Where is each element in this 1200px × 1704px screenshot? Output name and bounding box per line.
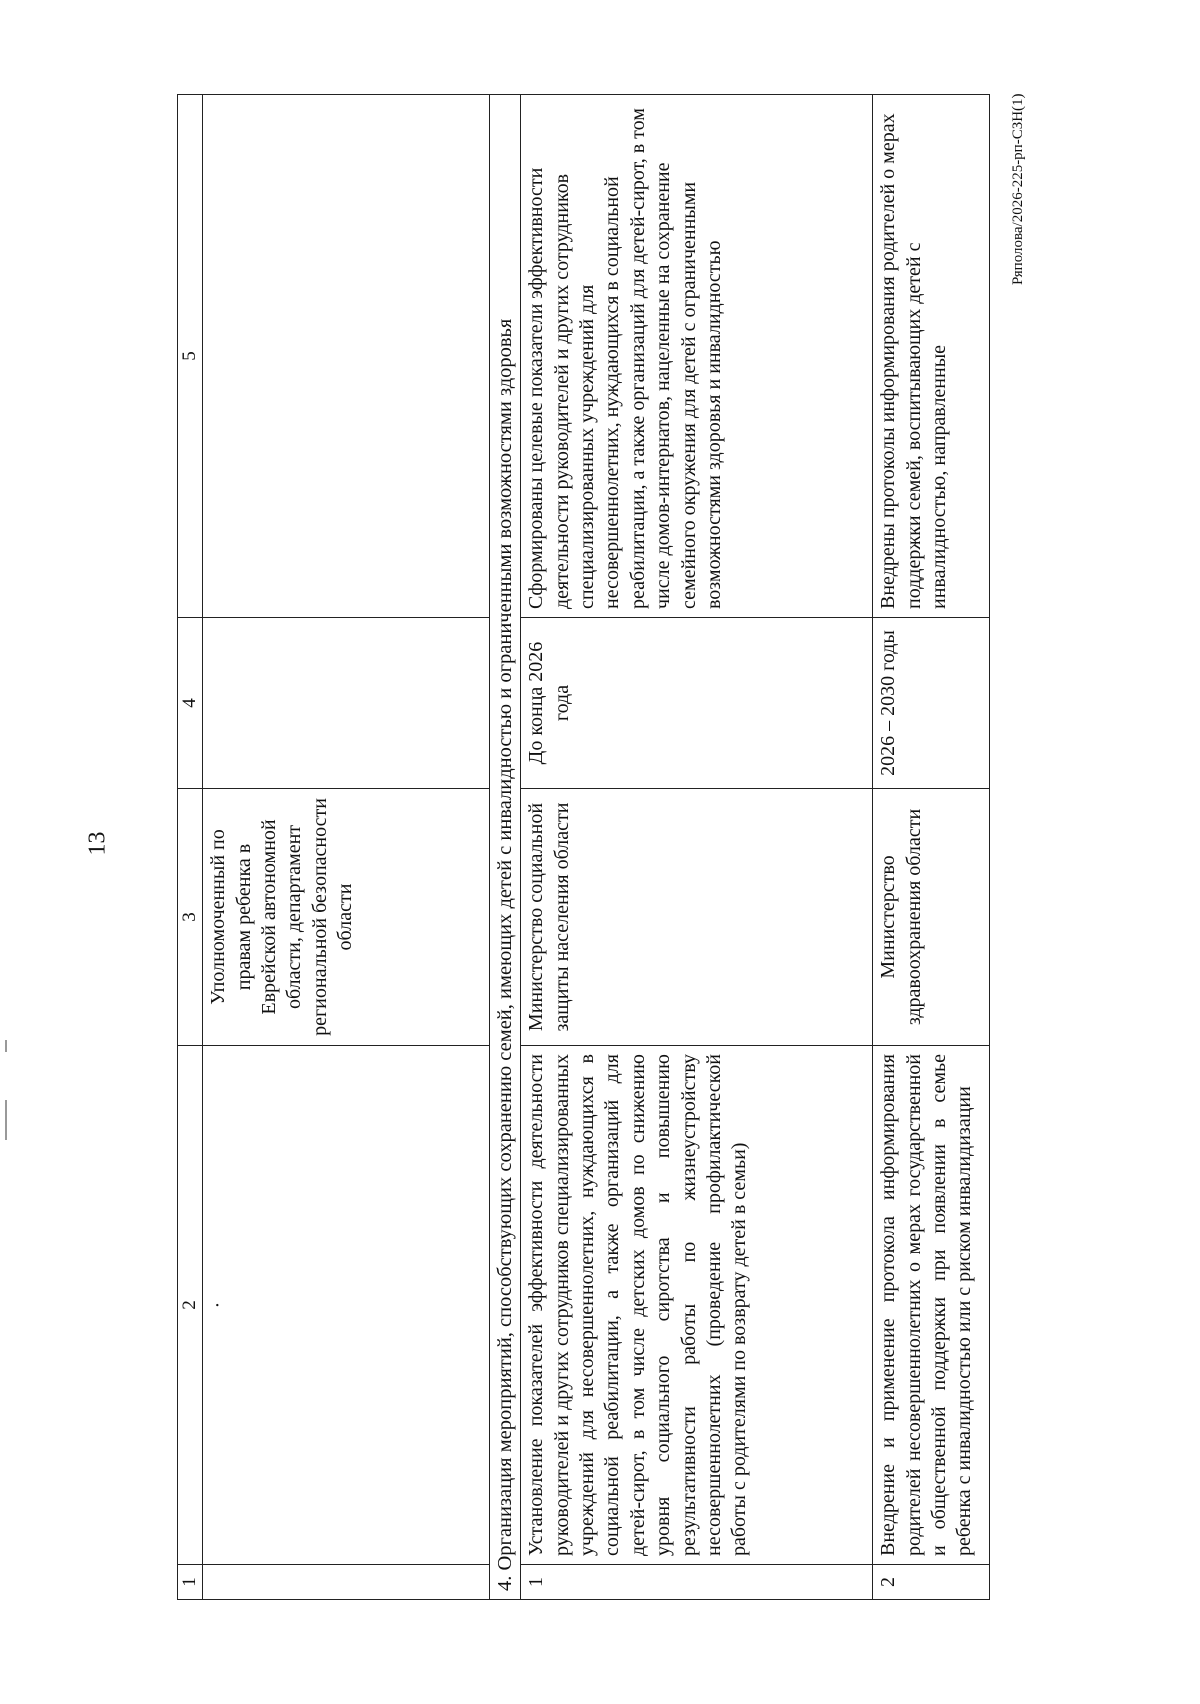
document-code: Ряполова/2026-225-рп-СЗН(1) [1010, 93, 1026, 285]
cell-activity [203, 1046, 490, 1565]
page-number: 13 [84, 831, 111, 856]
cell-term: До конца 2026 года [521, 618, 873, 789]
cell-num [203, 1565, 490, 1600]
header-col-5: 5 [178, 95, 203, 618]
rotated-table-container [177, 100, 1092, 1600]
cell-result: Внедрены протоколы информирования родителей о мерах поддержки семей, воспитывающих детей с инвалидностью, направленные [873, 95, 990, 618]
cell-result [203, 95, 490, 618]
cell-executor: Министерство здравоохранения области [873, 789, 990, 1046]
table-header-row [178, 95, 203, 1600]
cell-result: Сформированы целевые показатели эффективности деятельности руководителей и других сотрудников специализированных учреждений для несовершеннолетних, нуждающихся в социальной реабилитации, а также организаций для детей-сирот, в том числе домов-интернатов, нацеленные на сохранение семейного окружения для детей с ограниченными возможностями здоровья и инвалидностью [521, 95, 873, 618]
cell-activity: Внедрение и применение протокола информирования родителей несовершеннолетних о мерах государственной и общественной поддержки при появлении в семье ребенка с инвалидностью или с риском инвалидизации [873, 1046, 990, 1565]
table-row-continued [203, 95, 490, 1600]
cell-num: 2 [873, 1565, 990, 1600]
cell-executor: Уполномоченный по правам ребенка в Еврейской автономной области, департамент региональной безопасности области [203, 789, 490, 1046]
table-row [873, 95, 990, 1600]
cell-activity: Установление показателей эффективности деятельности руководителей и других сотрудников специализированных учреждений для несовершеннолетних, нуждающихся в социальной реабилитации, а также организаций для детей-сирот, в том числе детских домов по снижению уровня социального сиротства и повышению результативности работы по жизнеустройству несовершеннолетних (проведение профилактической работы с родителями по возврату детей в семьи) [521, 1046, 873, 1565]
stray-mark: · [207, 1301, 230, 1309]
header-col-3: 3 [178, 789, 203, 1046]
plan-table [177, 94, 990, 1600]
section-title: 4. Организация мероприятий, способствующих сохранению семей, имеющих детей с инвалидностью и ограниченными возможностями здоровья [490, 95, 521, 1600]
scan-edge-line [5, 1100, 7, 1140]
table-row [521, 95, 873, 1600]
section-row [490, 95, 521, 1600]
cell-term [203, 618, 490, 789]
header-col-1: 1 [178, 1565, 203, 1600]
cell-executor: Министерство социальной защиты населения области [521, 789, 873, 1046]
scan-edge-line [5, 1040, 7, 1052]
cell-num: 1 [521, 1565, 873, 1600]
header-col-2: 2 [178, 1046, 203, 1565]
cell-term: 2026 – 2030 годы [873, 618, 990, 789]
header-col-4: 4 [178, 618, 203, 789]
